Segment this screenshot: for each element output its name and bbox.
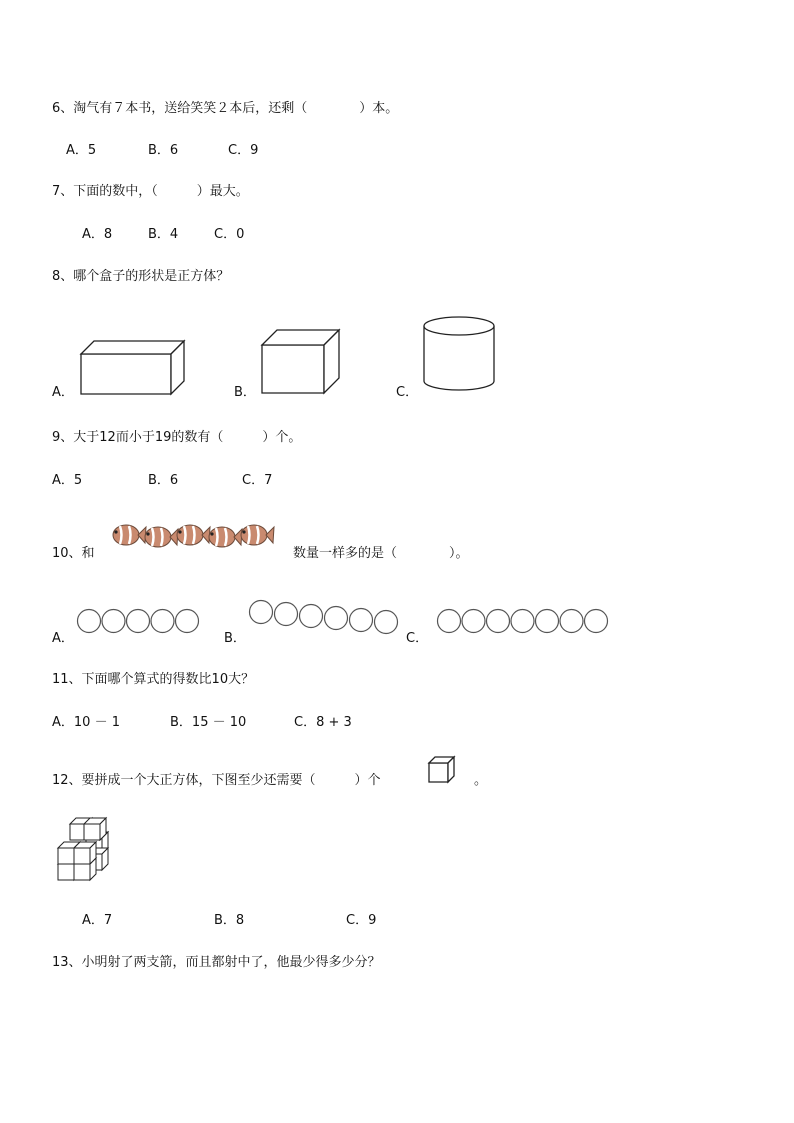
question-12-prefix: 12、要拼成一个大正方体，下图至少还需要（ ）个 <box>52 773 381 788</box>
q7-option-c: C．0 <box>214 227 245 242</box>
circle-item <box>127 610 150 633</box>
fish-icon <box>209 527 242 547</box>
unit-cube <box>74 842 96 864</box>
circle-item <box>325 607 348 630</box>
circle-item <box>462 610 485 633</box>
q8-option-c: C． <box>396 385 419 400</box>
q10-circles-a <box>76 604 206 638</box>
unit-cube <box>84 818 106 840</box>
q12-option-b: B．8 <box>214 913 245 928</box>
q10-option-a: A． <box>52 631 74 646</box>
q10-circles-b <box>248 596 408 640</box>
fish-group-figure <box>110 517 280 557</box>
fish-icon <box>145 527 178 547</box>
rectangular-box-figure <box>78 338 188 398</box>
fish-icon <box>177 525 210 545</box>
circle-item <box>176 610 199 633</box>
circle-item <box>585 610 608 633</box>
q10-option-c: C． <box>406 631 429 646</box>
q6-option-a: A．5 <box>66 143 97 158</box>
fish-icon <box>113 525 146 545</box>
q7-option-b: B．4 <box>148 227 179 242</box>
small-cube-icon <box>428 756 458 786</box>
circle-item <box>438 610 461 633</box>
question-9-text: 9、大于12而小于19的数有（ ）个。 <box>52 430 302 445</box>
fish-icon <box>241 525 274 545</box>
cube-figure <box>260 328 344 398</box>
q10-option-b: B． <box>224 631 246 646</box>
cylinder-figure <box>421 315 497 395</box>
circle-item <box>487 610 510 633</box>
circle-item <box>511 610 534 633</box>
q11-option-b: B．15 － 10 <box>170 715 247 730</box>
q9-option-a: A．5 <box>52 473 83 488</box>
circle-item <box>102 610 125 633</box>
question-6-text: 6、淘气有７本书，送给笑笑２本后，还剩（ ）本。 <box>52 101 399 116</box>
q9-option-b: B．6 <box>148 473 179 488</box>
q8-option-a: A． <box>52 385 74 400</box>
q8-option-b: B． <box>234 385 256 400</box>
q6-option-c: C．9 <box>228 143 259 158</box>
question-11-text: 11、下面哪个算式的得数比10大？ <box>52 672 255 687</box>
question-10-prefix: 10、和 <box>52 546 95 561</box>
q10-circles-c <box>436 604 620 638</box>
question-10-suffix: 数量一样多的是（ ）。 <box>293 546 469 561</box>
circle-item <box>275 603 298 626</box>
q9-option-c: C．7 <box>242 473 273 488</box>
circle-item <box>375 611 398 634</box>
question-8-text: 8、哪个盒子的形状是正方体？ <box>52 269 230 284</box>
circle-item <box>300 605 323 628</box>
q11-option-a: A．10 － 1 <box>52 715 120 730</box>
question-7-text: 7、下面的数中，（ ）最大。 <box>52 184 249 199</box>
q12-option-c: C．9 <box>346 913 377 928</box>
question-13-text: 13、小明射了两支箭，而且都射中了，他最少得多少分？ <box>52 955 381 970</box>
q11-option-c: C．8 + 3 <box>294 715 352 730</box>
cube-stack-figure <box>56 816 120 882</box>
q6-option-b: B．6 <box>148 143 179 158</box>
circle-item <box>78 610 101 633</box>
circle-item <box>250 601 273 624</box>
q12-option-a: A．7 <box>82 913 113 928</box>
q7-option-a: A．8 <box>82 227 113 242</box>
circle-item <box>151 610 174 633</box>
circle-item <box>536 610 559 633</box>
circle-item <box>560 610 583 633</box>
question-12-suffix: 。 <box>474 773 488 788</box>
circle-item <box>350 609 373 632</box>
